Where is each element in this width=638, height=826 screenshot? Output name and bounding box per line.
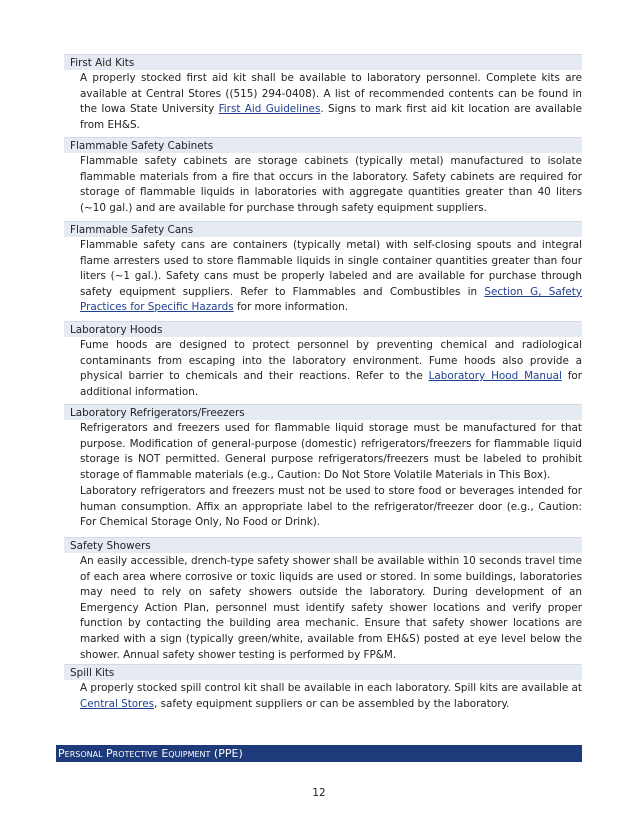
paragraph-text: A properly stocked first aid kit shall be available to laboratory personnel. Complete kits are available at Central Stores ((515) 294-0408). A list of recommended contents can be found in the Iowa State University: [80, 72, 582, 116]
paragraph-safety-showers: [80, 554, 582, 663]
link-first-aid-guidelines[interactable]: First Aid Guidelines: [218, 103, 321, 116]
ppe-section-banner: [56, 745, 582, 762]
link-laboratory-hood-manual[interactable]: Laboratory Hood Manual: [428, 370, 562, 383]
section-heading-flammable-safety-cabinets: Flammable Safety Cabinets: [64, 137, 582, 153]
paragraph-text: for more information.: [233, 301, 349, 314]
paragraph-refrigerators-2: [80, 484, 582, 531]
paragraph-text: Flammable safety cans are containers (typically metal) with self-closing spouts and integral flame arresters used to store flammable liquids in single container quantities greater than four liters (~1 gal.). Safety cans must be properly labeled and are available for purchase through safety equipment suppliers. Refer to Flammables and Combustibles in: [80, 239, 582, 298]
paragraph-first-aid-kits: [80, 71, 582, 133]
section-heading-flammable-safety-cans: Flammable Safety Cans: [64, 221, 582, 237]
link-section-g-safety-practices-for-specific-hazards[interactable]: Section G, Safety Practices for Specific Hazards: [80, 285, 583, 314]
paragraph-text: Flammable safety cabinets are storage cabinets (typically metal) manufactured to isolate flammable materials from a fire that occurs in the laboratory. Safety cabinets are required for storage of flammable liquids in laboratories with aggregate quantities greater than 40 liters (~10 gal.) and are available for purchase through safety equipment suppliers.: [80, 155, 582, 214]
paragraph-text: A properly stocked spill control kit shall be available in each laboratory. Spill kits are available at: [80, 682, 582, 694]
page-number: 12: [312, 787, 326, 799]
paragraph-text: . Signs to mark first aid kit location are available from EH&S.: [80, 103, 582, 131]
link-central-stores[interactable]: Central Stores: [80, 697, 155, 710]
section-heading-laboratory-hoods: Laboratory Hoods: [64, 321, 582, 337]
section-heading-laboratory-refrigerators-freezers: Laboratory Refrigerators/Freezers: [64, 404, 582, 420]
paragraph-text: , safety equipment suppliers or can be assembled by the laboratory.: [154, 697, 510, 710]
section-heading-first-aid-kits: First Aid Kits: [64, 54, 582, 70]
paragraph-text: Laboratory refrigerators and freezers must not be used to store food or beverages intended for human consumption. Affix an appropriate label to the refrigerator/freezer door (e.g., Caution: For Chemical Storage Only, No Food or Drink).: [80, 485, 582, 529]
paragraph-text: for additional information.: [80, 370, 582, 398]
paragraph-flammable-safety-cans: [80, 238, 582, 316]
paragraph-flammable-safety-cabinets: [80, 154, 582, 216]
paragraph-text: Fume hoods are designed to protect personnel by preventing chemical and radiological contaminants from escaping into the laboratory environment. Fume hoods also provide a physical barrier to chemicals and their reactions. Refer to the: [80, 339, 582, 383]
paragraph-refrigerators-1: [80, 421, 582, 483]
paragraph-text: An easily accessible, drench-type safety shower shall be available within 10 seconds travel time of each area where corrosive or toxic liquids are used or stored. In some buildings, laboratories may need to rely on safety showers outside the laboratory. During development of an Emergency Action Plan, personnel must identify safety shower locations and verify proper function by contacting the building area mechanic. Ensure that safety shower locations are marked with a sign (typically green/white, available from EH&S) posted at eye level below the shower. Annual safety shower testing is performed by FP&M.: [80, 555, 582, 661]
ppe-heading: Personal Protective Equipment (PPE): [58, 747, 243, 760]
paragraph-text: Refrigerators and freezers used for flammable liquid storage must be manufactured for that purpose. Modification of general-purpose (domestic) refrigerators/freezers for flammable liquid storage is NOT permitted. General purpose refrigerators/freezers must be labeled to prohibit storage of flammable materials (e.g., Caution: Do Not Store Volatile Materials in This Box).: [80, 422, 582, 481]
section-heading-safety-showers: Safety Showers: [64, 537, 582, 553]
section-heading-spill-kits: Spill Kits: [64, 664, 582, 680]
paragraph-laboratory-hoods: [80, 338, 582, 400]
paragraph-spill-kits: [80, 681, 582, 712]
